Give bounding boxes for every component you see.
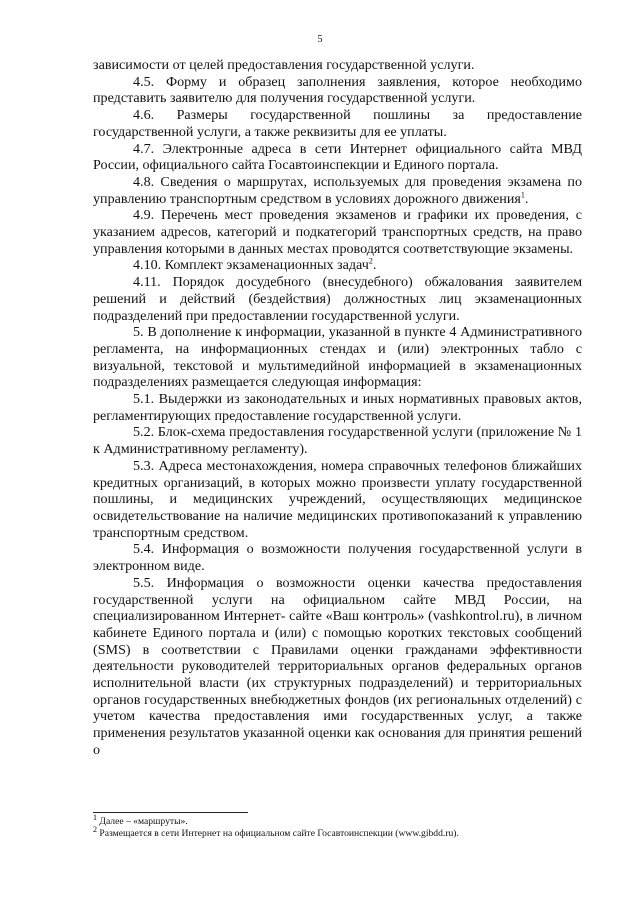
paragraph-text: 5. В дополнение к информации, указанной в пункте 4 Административного регламента, на информационных стендах и (или) электронных табло с визуальной, текстовой и мультимедийной информацией в экзаменационных подразделениях размещается следующая информация: <box>93 324 582 391</box>
paragraph <box>93 257 582 274</box>
footnotes <box>93 812 582 840</box>
paragraph <box>93 141 582 174</box>
paragraph-tail: . <box>372 257 377 274</box>
footnote <box>93 812 582 828</box>
paragraph-text: 4.9. Перечень мест проведения экзаменов и графики их проведения, с указанием адресов, категорий и подкатегорий транспортных средств, на право управления которыми в данных местах проводятся соответствующие экзамены. <box>93 207 582 257</box>
paragraph <box>93 207 582 257</box>
footnote-divider <box>93 812 248 813</box>
paragraph-text: зависимости от целей предоставления государственной услуги. <box>93 57 475 73</box>
paragraph <box>93 274 582 324</box>
paragraph <box>93 74 582 107</box>
paragraph-text: 4.11. Порядок досудебного (внесудебного) обжалования заявителем решений и действий (бездействия) должностных лиц экзаменационных подразделений при предоставлении государственной услуги. <box>93 274 582 324</box>
paragraph-text: 4.6. Размеры государственной пошлины за предоставление государственной услуги, а также реквизиты для ее уплаты. <box>93 107 582 140</box>
paragraph <box>93 424 582 457</box>
paragraph <box>93 458 582 542</box>
paragraph-text: 4.10. Комплект экзаменационных задач <box>133 257 369 274</box>
paragraph-tail: . <box>524 190 529 207</box>
paragraph-text: 4.5. Форму и образец заполнения заявления, которое необходимо представить заявителю для получения государственной услуги. <box>93 73 582 107</box>
footnote <box>93 824 582 840</box>
paragraph-text: 5.2. Блок-схема предоставления государственной услуги (приложение № 1 к Административному регламенту). <box>93 424 582 458</box>
footnote-ref: 2 <box>368 256 373 266</box>
paragraph <box>93 57 582 74</box>
footnote-mark: 2 <box>93 824 97 834</box>
footnote-text: Далее – «маршруты». <box>97 816 188 827</box>
paragraph-text: 4.8. Сведения о маршрутах, используемых для проведения экзамена по управлению транспортным средством в условиях дорожного движения <box>93 173 582 207</box>
footnote-text: Размещается в сети Интернет на официальном сайте Госавтоинспекции (www.gibdd.ru). <box>97 828 459 839</box>
paragraph <box>93 541 582 574</box>
document-body <box>93 57 582 759</box>
paragraph-text: 5.5. Информация о возможности оценки качества предоставления государственной услуги на официальном сайте МВД России, на специализированном Интернет- сайте «Ваш контроль» (vashkontrol.ru), в личном кабинете Единого портала и (или) с помощью коротких текстовых сообщений (SMS) в соответствии с Правилами оценки гражданами эффективности деятельности руководителей территориальных органов федеральных органов исполнительной власти (их структурных подразделений) и территориальных органов государственных внебюджетных фондов (их региональных отделений) с учетом качества предоставления ими государственных услуг, а также применения результатов указанной оценки как основания для принятия решений о <box>93 574 582 758</box>
paragraph <box>93 324 582 391</box>
paragraph <box>93 391 582 424</box>
paragraph-text: 5.3. Адреса местонахождения, номера справочных телефонов ближайших кредитных организаций, в которых можно произвести уплату государственной пошлины, и медицинских учреждений, осуществляющих медицинское освидетельствование на наличие медицинских противопоказаний к управлению транспортным средством. <box>93 457 582 541</box>
footnote-mark: 1 <box>93 812 97 822</box>
paragraph-text: 4.7. Электронные адреса в сети Интернет официального сайта МВД России, официального сайта Госавтоинспекции и Единого портала. <box>93 140 582 174</box>
paragraph-text: 5.1. Выдержки из законодательных и иных нормативных правовых актов, регламентирующих предоставление государственной услуги. <box>93 391 582 424</box>
paragraph <box>93 107 582 140</box>
footnote-ref: 1 <box>520 189 525 199</box>
paragraph-text: 5.4. Информация о возможности получения государственной услуги в электронном виде. <box>93 541 582 575</box>
paragraph <box>93 174 582 207</box>
paragraph <box>93 575 582 759</box>
page-number: 5 <box>317 34 323 45</box>
